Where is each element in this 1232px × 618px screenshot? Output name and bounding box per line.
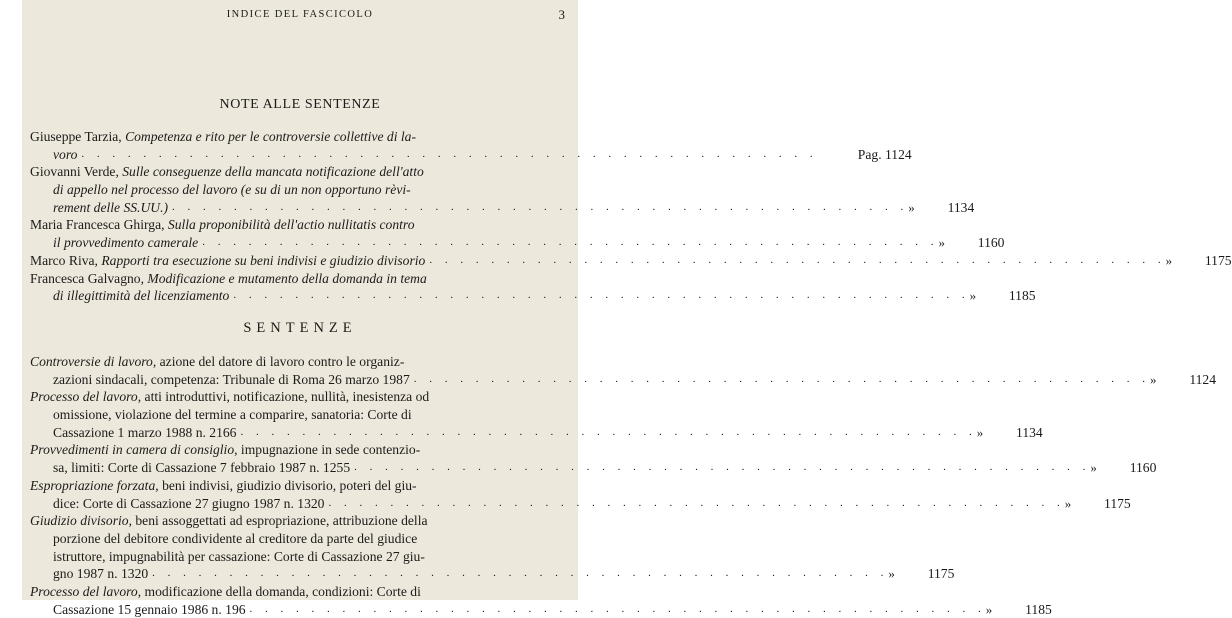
page-reference: 1160: [977, 235, 1005, 251]
entry-text: [53, 601, 246, 618]
dot-leader: . . . . . . . . . . . . . . . . . . . . . . . . . . . . . . . . . . . . . . . . . . . . . . . .: [81, 147, 818, 160]
entry-italic-text: Sulle conseguenze della mancata notificazione dell'atto: [122, 164, 424, 180]
entry-text: [53, 530, 417, 548]
entry-line: [30, 441, 570, 459]
entry-text: [53, 424, 236, 442]
entry-line: [30, 287, 1036, 305]
entry-line: [30, 406, 570, 424]
entry-text: [30, 388, 429, 406]
ditto-marker: »: [1064, 495, 1072, 511]
entry-plain-text: omissione, violazione del termine a comparire, sanatoria: Corte di: [53, 407, 412, 423]
entry-line: [30, 530, 570, 548]
sentenze-entry: [30, 512, 955, 583]
entry-italic-text: Provvedimenti in camera di consiglio: [30, 442, 235, 458]
dot-leader: . . . . . . . . . . . . . . . . . . . . . . . . . . . . . . . . . . . . . . . . . . . . . . . .: [240, 425, 977, 438]
ditto-marker: »: [888, 566, 895, 582]
ditto-marker: »: [1165, 252, 1173, 268]
page-reference: 1134: [947, 199, 975, 215]
entry-plain-text: dice: Corte di Cassazione 27 giugno 1987 n. 1320: [53, 495, 325, 511]
notes-section-title: NOTE ALLE SENTENZE: [219, 97, 381, 112]
notes-entry: [30, 270, 1036, 305]
entry-plain-text: , beni assoggettati ad espropriazione, attribuzione della: [128, 513, 428, 529]
entry-italic-text: Competenza e rito per le controversie collettive di la-: [125, 129, 416, 144]
entry-italic-text: voro: [53, 146, 78, 162]
entry-line: [30, 234, 1005, 252]
sentenze-entry: [30, 477, 1131, 512]
entry-italic-text: rement delle SS.UU.): [53, 199, 169, 215]
entry-line: [30, 601, 1052, 618]
entry-line: [30, 512, 570, 530]
page-reference: 1160: [1129, 460, 1157, 476]
entry-line: [30, 353, 570, 371]
entry-italic-text: Processo del lavoro: [30, 389, 138, 405]
entry-text: [53, 406, 412, 424]
entry-line: [30, 495, 1131, 513]
ditto-marker: »: [985, 601, 993, 617]
entry-line: [30, 459, 1157, 477]
entry-text: [30, 270, 427, 288]
entry-text: [30, 583, 421, 601]
entry-text: [30, 512, 428, 530]
dot-leader: . . . . . . . . . . . . . . . . . . . . . . . . . . . . . . . . . . . . . . . . . . . . . . . .: [152, 567, 889, 580]
dot-leader: . . . . . . . . . . . . . . . . . . . . . . . . . . . . . . . . . . . . . . . . . . . . . . . .: [233, 289, 970, 302]
entry-line: [30, 199, 975, 217]
entry-text: [53, 234, 198, 252]
entry-text: [30, 128, 416, 146]
ditto-marker: »: [1090, 460, 1097, 476]
entry-text: [53, 548, 425, 566]
notes-entry: [30, 128, 912, 163]
notes-entry: [30, 163, 975, 216]
entry-plain-text: , azione del datore di lavoro contro le organiz-: [152, 354, 405, 369]
entry-plain-text: Francesca Galvagno,: [30, 270, 148, 286]
entry-line: [30, 388, 570, 406]
entry-plain-text: Marco Riva,: [30, 252, 102, 268]
entry-text: [30, 163, 424, 181]
ditto-marker: »: [908, 199, 915, 215]
entry-line: [30, 270, 570, 288]
notes-entry: [30, 252, 1232, 270]
entry-text: [53, 181, 411, 199]
entry-plain-text: , beni indivisi, giudizio divisorio, poteri del giu-: [155, 477, 417, 493]
entry-italic-text: Processo del lavoro: [30, 583, 138, 599]
entry-text: [53, 459, 350, 477]
running-head: INDICE DEL FASCICOLO: [226, 9, 374, 20]
entry-plain-text: istruttore, impugnabilità per cassazione: Corte di Cassazione 27 giu-: [53, 548, 425, 564]
ditto-marker: »: [938, 235, 945, 251]
entry-text: [53, 495, 324, 513]
page-reference: 1124: [1189, 371, 1216, 387]
entry-italic-text: Espropriazione forzata: [30, 477, 156, 493]
page-reference: 1175: [1104, 495, 1131, 511]
entry-italic-text: di illegittimità del licenziamento: [53, 288, 230, 304]
dot-leader: . . . . . . . . . . . . . . . . . . . . . . . . . . . . . . . . . . . . . . . . . . . . . . . .: [354, 461, 1091, 474]
entry-line: [30, 565, 955, 583]
entry-text: [30, 441, 420, 459]
dot-leader: . . . . . . . . . . . . . . . . . . . . . . . . . . . . . . . . . . . . . . . . . . . . . . . .: [413, 372, 1150, 385]
entry-text: [53, 565, 148, 583]
entry-line: [30, 146, 912, 164]
entry-plain-text: porzione del debitore condividente al creditore da parte del giudice: [53, 530, 418, 546]
page-reference: 1175: [1204, 252, 1232, 268]
page-reference: 1175: [927, 566, 955, 582]
sentenze-entry: [30, 441, 1157, 476]
sentenze-list: [30, 353, 1216, 618]
entry-line: [30, 216, 570, 234]
entry-line: [30, 371, 1216, 389]
page-number: 3: [558, 7, 565, 22]
entry-text: [30, 216, 415, 234]
page-reference: Pag. 1124: [857, 146, 912, 162]
entry-italic-text: Sulla proponibilità dell'actio nullitatis contro: [167, 217, 415, 233]
entry-text: [53, 287, 229, 305]
entry-line: [30, 181, 570, 199]
entry-plain-text: Cassazione 15 gennaio 1986 n. 196: [53, 601, 246, 617]
entry-italic-text: di appello nel processo del lavoro (e su di un non opportuno rèvi-: [53, 182, 411, 198]
entry-plain-text: Giovanni Verde,: [30, 164, 123, 180]
entry-plain-text: , atti introduttivi, notificazione, nullità, inesistenza od: [137, 389, 430, 405]
entry-line: [30, 163, 570, 181]
dot-leader: . . . . . . . . . . . . . . . . . . . . . . . . . . . . . . . . . . . . . . . . . . . . . . . .: [328, 496, 1065, 509]
entry-plain-text: sa, limiti: Corte di Cassazione 7 febbraio 1987 n. 1255: [53, 460, 351, 476]
page-reference: 1185: [1008, 288, 1036, 304]
index-page: [22, 0, 1232, 617]
entry-plain-text: gno 1987 n. 1320: [53, 566, 149, 582]
notes-entry: [30, 216, 1005, 251]
entry-line: [30, 424, 1043, 442]
dot-leader: . . . . . . . . . . . . . . . . . . . . . . . . . . . . . . . . . . . . . . . . . . . . . . . .: [429, 253, 1166, 266]
entry-text: [53, 371, 410, 389]
entry-text: [53, 199, 168, 217]
sentenze-entry: [30, 353, 1216, 388]
entry-plain-text: Maria Francesca Ghirga,: [30, 217, 168, 233]
ditto-marker: [818, 146, 834, 164]
entry-line: [30, 477, 570, 495]
entry-text: [53, 146, 77, 164]
sentenze-section-title: SENTENZE: [243, 320, 357, 336]
entry-line: [30, 583, 570, 601]
entry-italic-text: il provvedimento camerale: [53, 235, 199, 251]
notes-list: [30, 128, 1232, 305]
entry-plain-text: , modificazione della domanda, condizioni: Corte di: [137, 583, 421, 599]
dot-leader: . . . . . . . . . . . . . . . . . . . . . . . . . . . . . . . . . . . . . . . . . . . . . . . .: [249, 602, 986, 615]
dot-leader: . . . . . . . . . . . . . . . . . . . . . . . . . . . . . . . . . . . . . . . . . . . . . . . .: [172, 200, 909, 213]
entry-italic-text: Rapporti tra esecuzione su beni indivisi e giudizio divisorio: [101, 252, 426, 268]
entry-plain-text: , impugnazione in sede contenzio-: [234, 442, 421, 458]
ditto-marker: »: [976, 424, 984, 440]
entry-italic-text: Modificazione e mutamento della domanda in tema: [147, 270, 427, 286]
entry-line: [30, 128, 570, 146]
entry-plain-text: Giuseppe Tarzia,: [30, 129, 126, 144]
sentenze-entry: [30, 583, 1052, 618]
entry-italic-text: Controversie di lavoro: [30, 354, 153, 369]
entry-italic-text: Giudizio divisorio: [30, 513, 129, 529]
entry-plain-text: Cassazione 1 marzo 1988 n. 2166: [53, 424, 237, 440]
entry-line: [30, 548, 570, 566]
page-reference: 1185: [1025, 601, 1052, 617]
entry-text: [30, 477, 417, 495]
entry-text: [30, 252, 425, 270]
entry-text: [30, 353, 404, 371]
entry-line: [30, 252, 1232, 270]
page-reference: 1134: [1016, 424, 1043, 440]
ditto-marker: »: [1150, 371, 1157, 387]
dot-leader: . . . . . . . . . . . . . . . . . . . . . . . . . . . . . . . . . . . . . . . . . . . . . . . .: [202, 236, 939, 249]
entry-plain-text: zazioni sindacali, competenza: Tribunale di Roma 26 marzo 1987: [53, 371, 410, 387]
sentenze-entry: [30, 388, 1043, 441]
ditto-marker: »: [969, 288, 977, 304]
